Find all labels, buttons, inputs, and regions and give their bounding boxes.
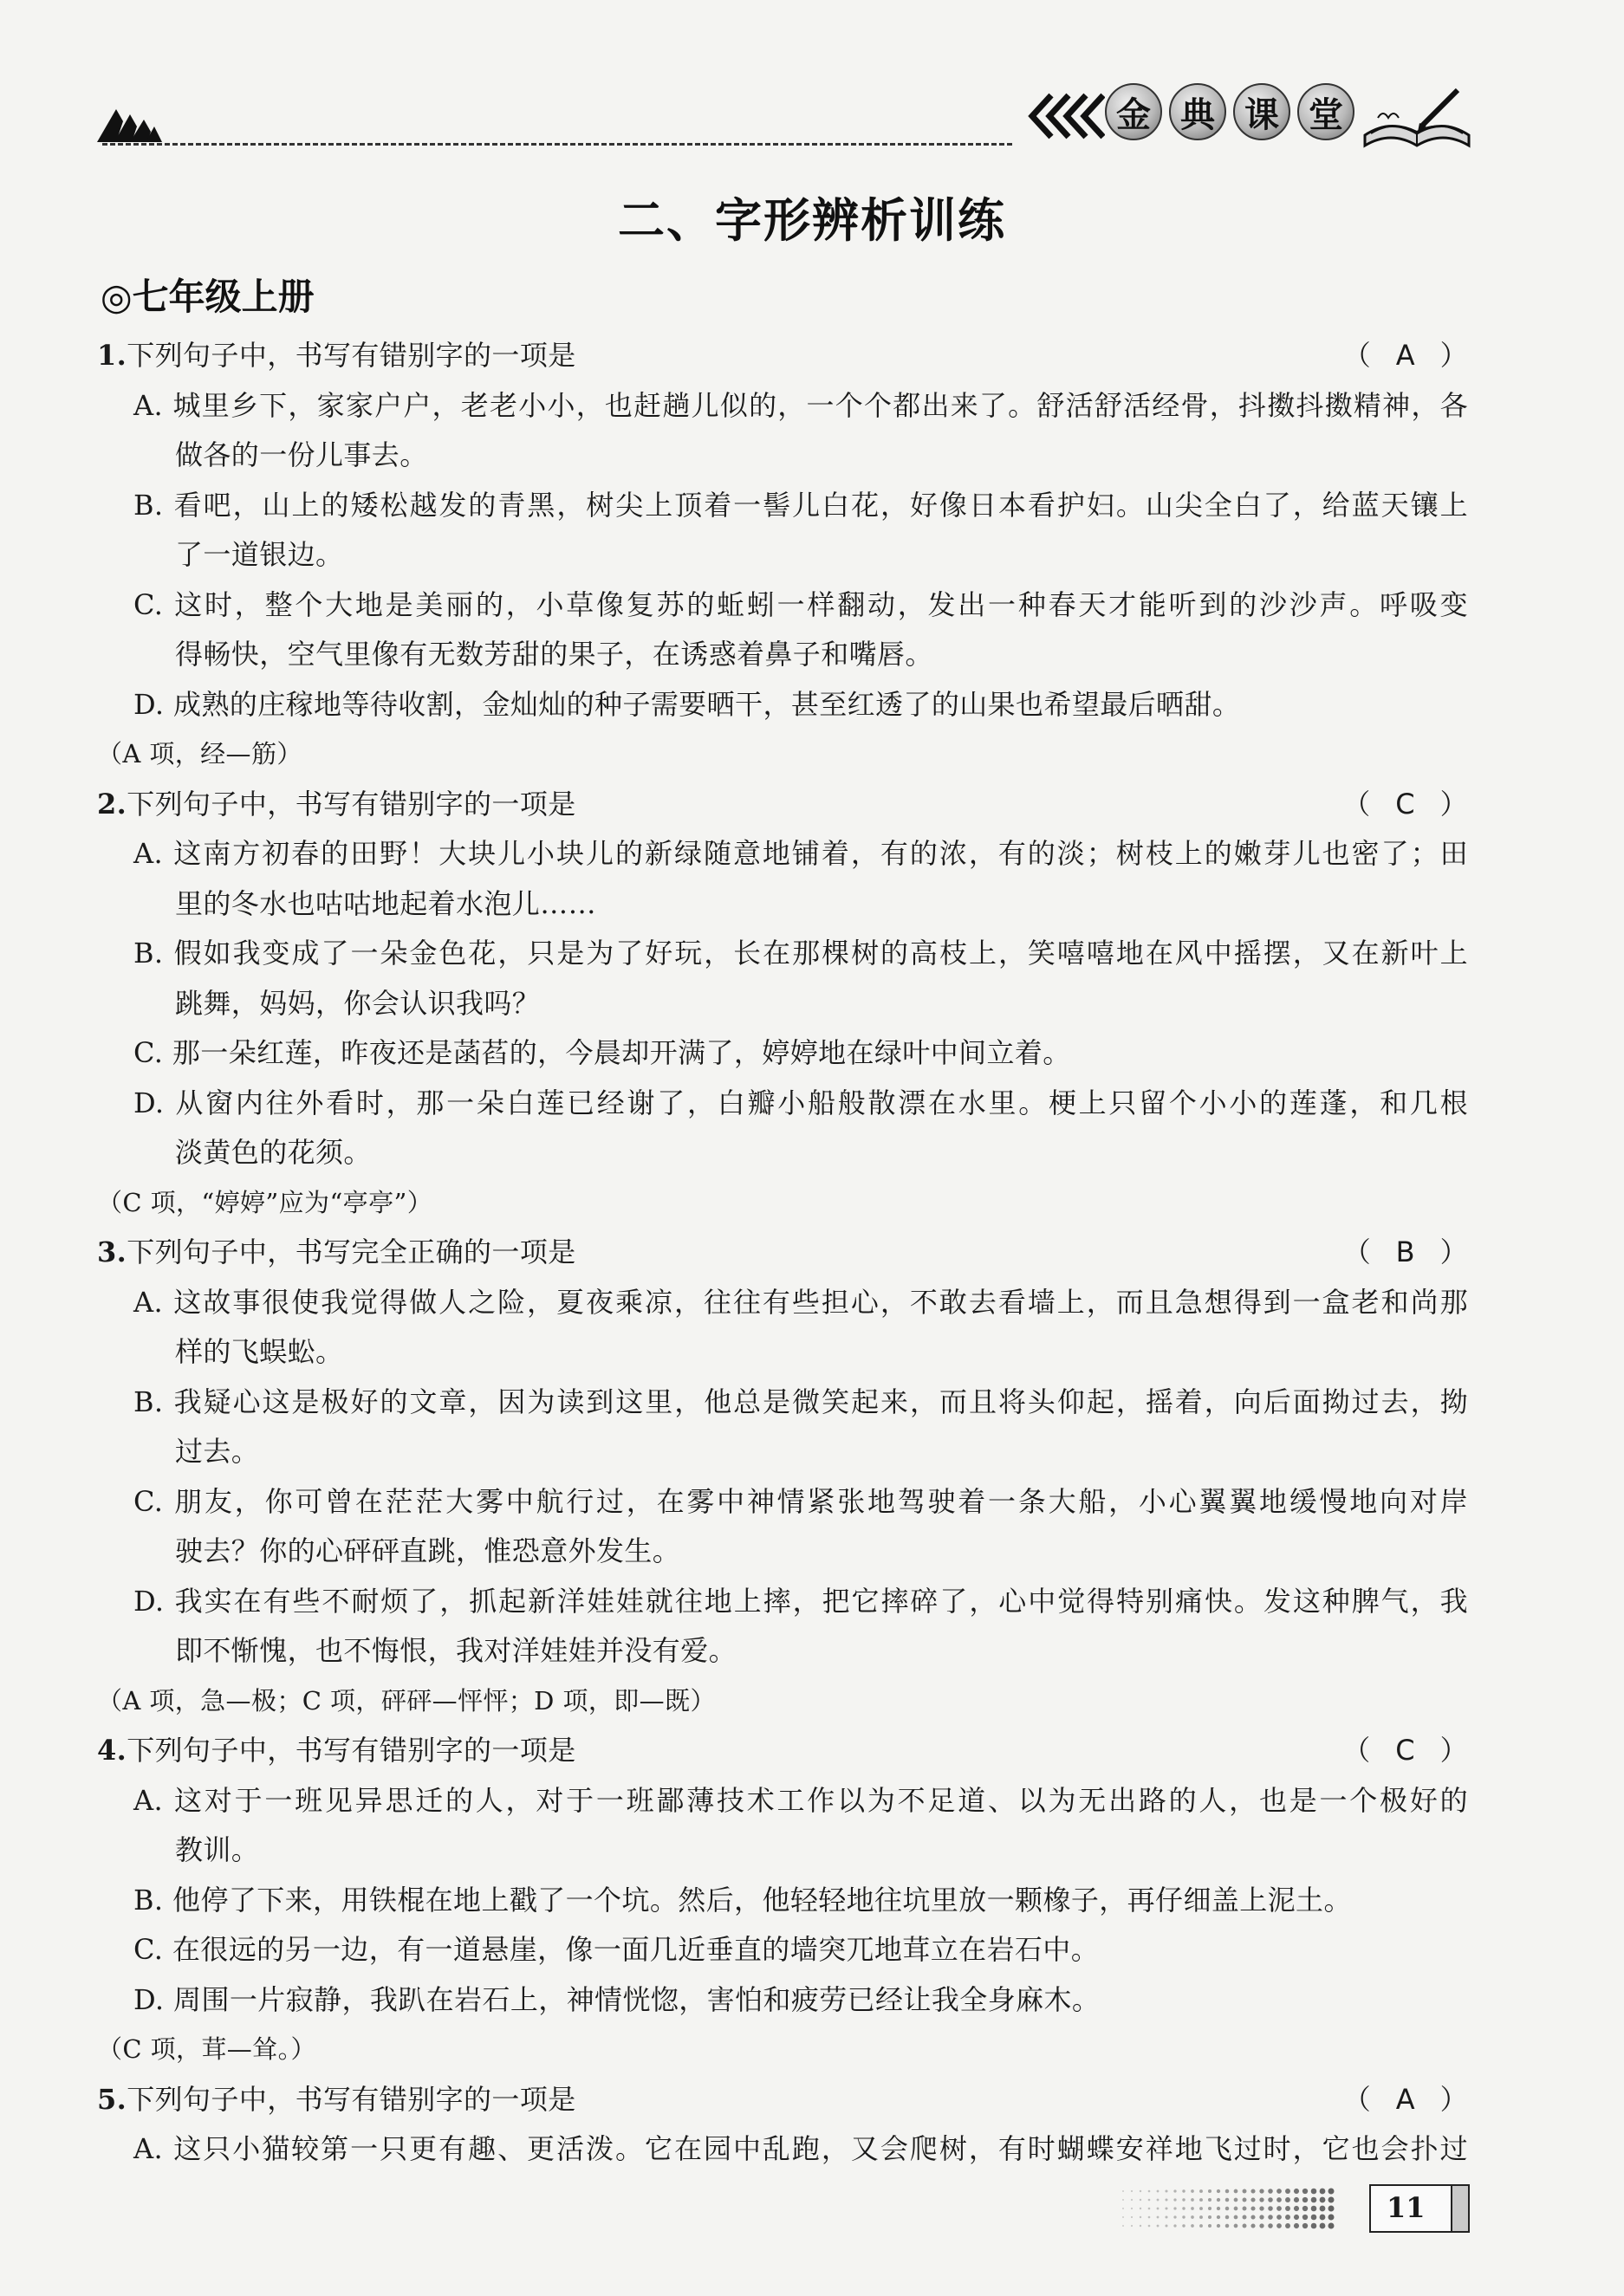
question-stem: 下列句子中，书写有错别字的一项是 xyxy=(127,2082,576,2116)
question-5-stem-line xyxy=(97,2075,1468,2125)
section-heading: ◎七年级上册 xyxy=(101,276,315,318)
option-continuation: 驶去？你的心砰砰直跳，惟恐意外发生。 xyxy=(175,1534,681,1567)
page-number-box xyxy=(1369,2184,1470,2233)
answer-note: （A 项，急—极；C 项，砰砰—怦怦；D 项，即—既） xyxy=(97,1685,716,1716)
brand-char-1: 金 xyxy=(1105,83,1162,140)
answer-bracket: （ A ） xyxy=(1342,2082,1468,2116)
option-line: B. 假如我变成了一朵金色花，只是为了好玩，长在那棵树的高枝上，笑嘻嘻地在风中摇摆，又在新叶上 xyxy=(133,937,1468,970)
option-line: C. 朋友，你可曾在茫茫大雾中航行过，在雾中神情紧张地驾驶着一条大船，小心翼翼地缓慢地向对岸 xyxy=(133,1484,1468,1518)
questions-list xyxy=(97,331,1468,2175)
option-continuation: 即不惭愧，也不悔恨，我对洋娃娃并没有爱。 xyxy=(175,1634,737,1667)
option-continuation: 做各的一份儿事去。 xyxy=(175,438,428,471)
brand-char-3: 课 xyxy=(1233,83,1290,140)
answer-bracket: （ C ） xyxy=(1342,787,1468,820)
page-tab-icon xyxy=(1451,2186,1468,2231)
answer-note: （C 项，茸—耸。） xyxy=(97,2034,316,2064)
question-number: 1. xyxy=(97,339,127,372)
option-line: D. 周围一片寂静，我趴在岩石上，神情恍惚，害怕和疲劳已经让我全身麻木。 xyxy=(133,1982,1101,2016)
answer-bracket: （ C ） xyxy=(1342,1734,1468,1767)
option-line: B. 他停了下来，用铁棍在地上戳了一个坑。然后，他轻轻地往坑里放一颗橡子，再仔细盖上泥土。 xyxy=(133,1883,1352,1917)
question-4-stem-line xyxy=(97,1726,1468,1776)
question-number: 3. xyxy=(97,1236,127,1268)
option-continuation: 跳舞，妈妈，你会认识我吗？ xyxy=(175,986,541,1020)
option-line: A. 这故事很使我觉得做人之险，夏夜乘凉，往往有些担心，不敢去看墙上，而且急想得到一盒老和尚那 xyxy=(133,1285,1468,1319)
question-stem: 下列句子中，书写有错别字的一项是 xyxy=(127,1734,576,1767)
brand-characters xyxy=(1105,83,1354,140)
answer-note: （A 项，经—筋） xyxy=(97,739,302,769)
option-continuation: 得畅快，空气里像有无数芳甜的果子，在诱惑着鼻子和嘴唇。 xyxy=(175,638,933,671)
question-stem: 下列句子中，书写有错别字的一项是 xyxy=(127,787,576,820)
page-number: 11 xyxy=(1387,2191,1426,2224)
option-line: B. 看吧，山上的矮松越发的青黑，树尖上顶着一髻儿白花，好像日本看护妇。山尖全白了，给蓝天镶上 xyxy=(133,488,1468,522)
question-3-stem-line xyxy=(97,1228,1468,1278)
option-continuation: 淡黄色的花须。 xyxy=(175,1136,372,1169)
page-title: 二、字形辨析训练 xyxy=(618,193,1006,248)
option-line: D. 我实在有些不耐烦了，抓起新洋娃娃就往地上摔，把它摔碎了，心中觉得特别痛快。发这种脾气，我 xyxy=(133,1584,1468,1618)
header-dashed-rule xyxy=(102,143,1012,146)
option-continuation: 了一道银边。 xyxy=(175,538,344,571)
footer-dot-pattern xyxy=(1118,2185,1335,2232)
chevrons-icon xyxy=(1027,90,1105,142)
option-line: A. 这对于一班见异思迁的人，对于一班鄙薄技术工作以为不足道、以为无出路的人，也是一个极好的 xyxy=(133,1783,1468,1817)
brand-char-2: 典 xyxy=(1169,83,1226,140)
option-line: B. 我疑心这是极好的文章，因为读到这里，他总是微笑起来，而且将头仰起，摇着，向后面拗过去，拗 xyxy=(133,1385,1468,1418)
option-line: C. 在很远的另一边，有一道悬崖，像一面几近垂直的墙突兀地茸立在岩石中。 xyxy=(133,1933,1100,1966)
question-number: 5. xyxy=(97,2082,127,2116)
book-pen-icon xyxy=(1361,83,1473,152)
option-line: D. 从窗内往外看时，那一朵白莲已经谢了，白瓣小船般散漂在水里。梗上只留个小小的莲蓬，和几根 xyxy=(133,1086,1468,1119)
option-continuation: 样的飞蜈蚣。 xyxy=(175,1335,344,1368)
option-line: C. 这时，整个大地是美丽的，小草像复苏的蚯蚓一样翻动，发出一种春天才能听到的沙沙声。呼吸变 xyxy=(133,587,1468,621)
brand-logo xyxy=(1027,83,1478,152)
answer-note: （C 项，“婷婷”应为“亭亭”） xyxy=(97,1187,433,1217)
question-stem: 下列句子中，书写有错别字的一项是 xyxy=(127,339,576,372)
question-number: 4. xyxy=(97,1734,127,1767)
answer-bracket: （ A ） xyxy=(1342,339,1468,372)
header-triangles-icon xyxy=(97,104,162,142)
option-line: D. 成熟的庄稼地等待收割，金灿灿的种子需要晒干，甚至红透了的山果也希望最后晒甜。 xyxy=(133,687,1241,721)
question-stem: 下列句子中，书写完全正确的一项是 xyxy=(127,1236,576,1268)
option-continuation: 教训。 xyxy=(175,1833,260,1866)
option-line: A. 城里乡下，家家户户，老老小小，也赶趟儿似的，一个个都出来了。舒活舒活经骨，抖擞抖擞精神，各 xyxy=(133,388,1468,422)
option-line: C. 那一朵红莲，昨夜还是菡萏的，今晨却开满了，婷婷地在绿叶中间立着。 xyxy=(133,1036,1071,1069)
question-1-stem-line xyxy=(97,331,1468,381)
answer-bracket: （ B ） xyxy=(1342,1236,1468,1268)
question-number: 2. xyxy=(97,787,127,820)
question-2-stem-line xyxy=(97,780,1468,830)
option-line: A. 这只小猫较第一只更有趣、更活泼。它在园中乱跑，又会爬树，有时蝴蝶安祥地飞过时，它也会扑过 xyxy=(133,2132,1468,2165)
option-line: A. 这南方初春的田野！大块儿小块儿的新绿随意地铺着，有的浓，有的淡；树枝上的嫩芽儿也密了；田 xyxy=(133,837,1468,870)
option-continuation: 过去。 xyxy=(175,1435,260,1468)
brand-char-4: 堂 xyxy=(1297,83,1354,140)
option-continuation: 里的冬水也咕咕地起着水泡儿…… xyxy=(175,886,597,920)
